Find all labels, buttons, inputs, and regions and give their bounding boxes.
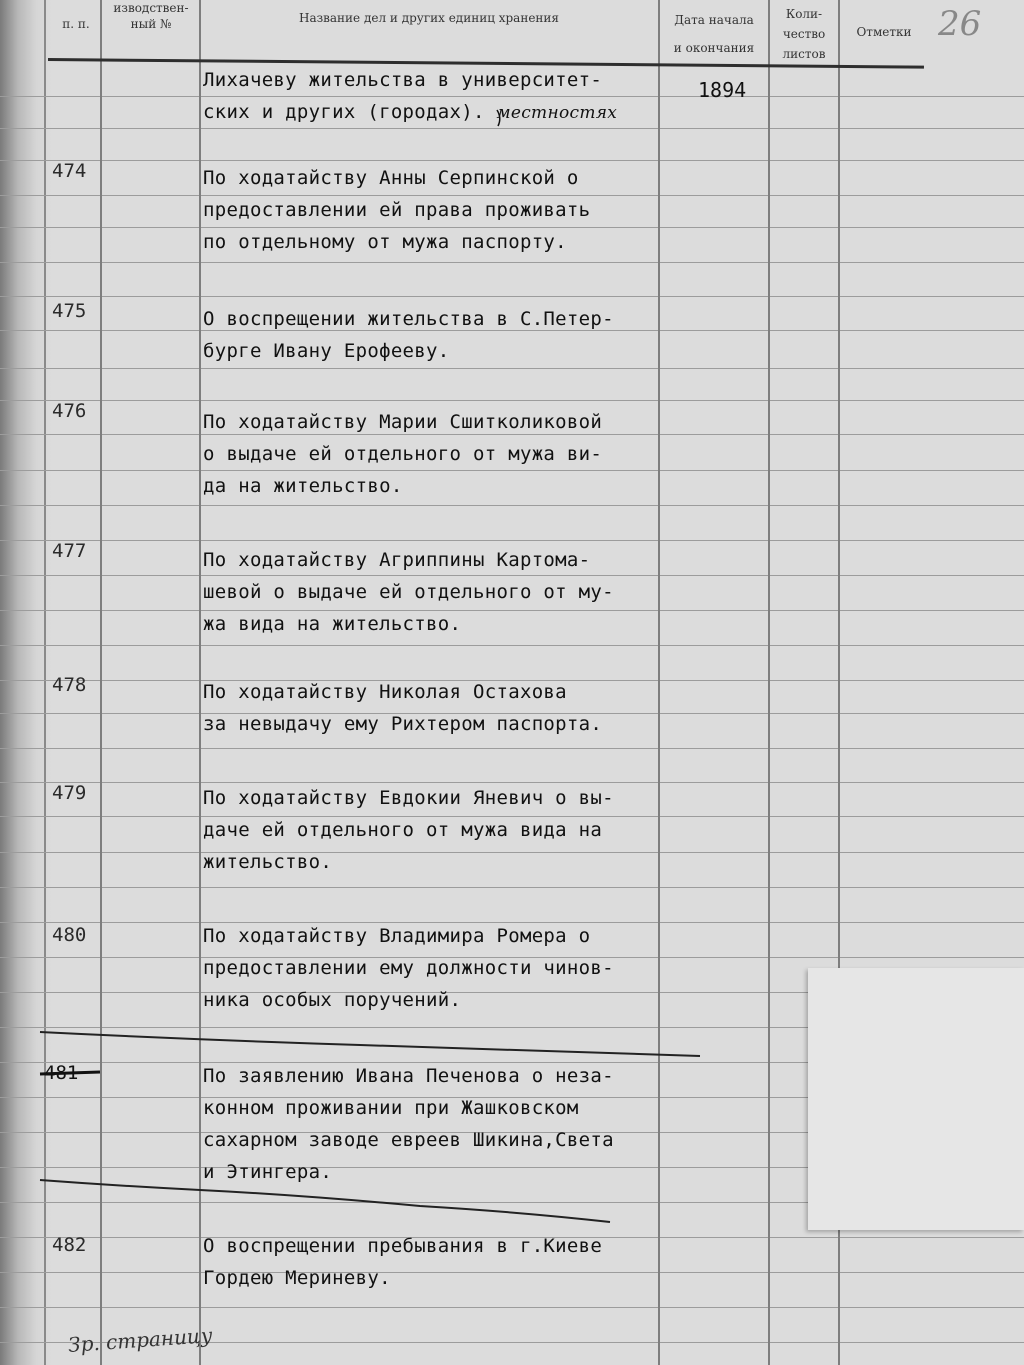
sheet-number-mark: 26 xyxy=(938,4,982,44)
entry-text: По ходатайству Агриппины Картома- шевой о выдаче ей отдельного от му- жа вида на жительство. xyxy=(203,549,614,635)
header-sheets: Коли- чество листов xyxy=(782,7,826,61)
entry-text: По ходатайству Владимира Ромера о предоставлении ему должности чинов- ника особых поручений. xyxy=(203,925,614,1011)
entry-number: 476 xyxy=(52,400,87,422)
entry-number: 478 xyxy=(52,674,87,696)
header-num: п. п. xyxy=(62,17,90,31)
pen-stroke xyxy=(40,1180,610,1222)
strike-line xyxy=(40,1072,100,1074)
header-dates: Дата начала и окончания xyxy=(673,13,755,55)
entry-date: 1894 xyxy=(698,78,747,102)
pen-stroke xyxy=(497,110,500,126)
entry-text: О воспрещении жительства в С.Петер- бурге Ивану Ерофееву. xyxy=(203,308,614,362)
entry-number: 482 xyxy=(52,1234,87,1256)
pen-stroke xyxy=(40,1032,700,1056)
entry-number: 477 xyxy=(52,540,87,562)
entry-number: 475 xyxy=(52,300,87,322)
entry-text: По ходатайству Марии Сшитколиковой о выдаче ей отдельного от мужа ви- да на жительство. xyxy=(203,411,603,497)
header-title: Название дел и других единиц хранения xyxy=(298,11,559,25)
paper-slip xyxy=(808,968,1024,1230)
entry-text: Лихачеву жительства в университет- ских и других (городах). местностях xyxy=(203,69,618,123)
entry-number: 474 xyxy=(52,160,87,182)
entry-number-struck: 481 xyxy=(44,1062,79,1084)
entry-text: По ходатайству Анны Серпинской о предоставлении ей права проживать по отдельному от мужа паспорту. xyxy=(203,167,591,253)
handwritten-footnote: Зр. страницу xyxy=(67,1322,214,1358)
entry-number: 479 xyxy=(52,782,87,804)
entry-text: По ходатайству Николая Остахова за невыдачу ему Рихтером паспорта. xyxy=(203,681,603,735)
entry-text: По заявлению Ивана Печенова о неза- конном проживании при Жашковском сахарном заводе евреев Шикина,Света и Этингера. xyxy=(203,1065,614,1183)
entry-text: О воспрещении пребывания в г.Киеве Гордею Мериневу. xyxy=(203,1235,603,1289)
entry-number: 480 xyxy=(52,924,87,946)
header-notes: Отметки xyxy=(856,25,912,39)
handwritten-correction: местностях xyxy=(496,103,618,123)
entry-text: По ходатайству Евдокии Яневич о вы- даче ей отдельного от мужа вида на жительство. xyxy=(203,787,614,873)
header-production-number: изводствен- ный № xyxy=(113,1,189,31)
